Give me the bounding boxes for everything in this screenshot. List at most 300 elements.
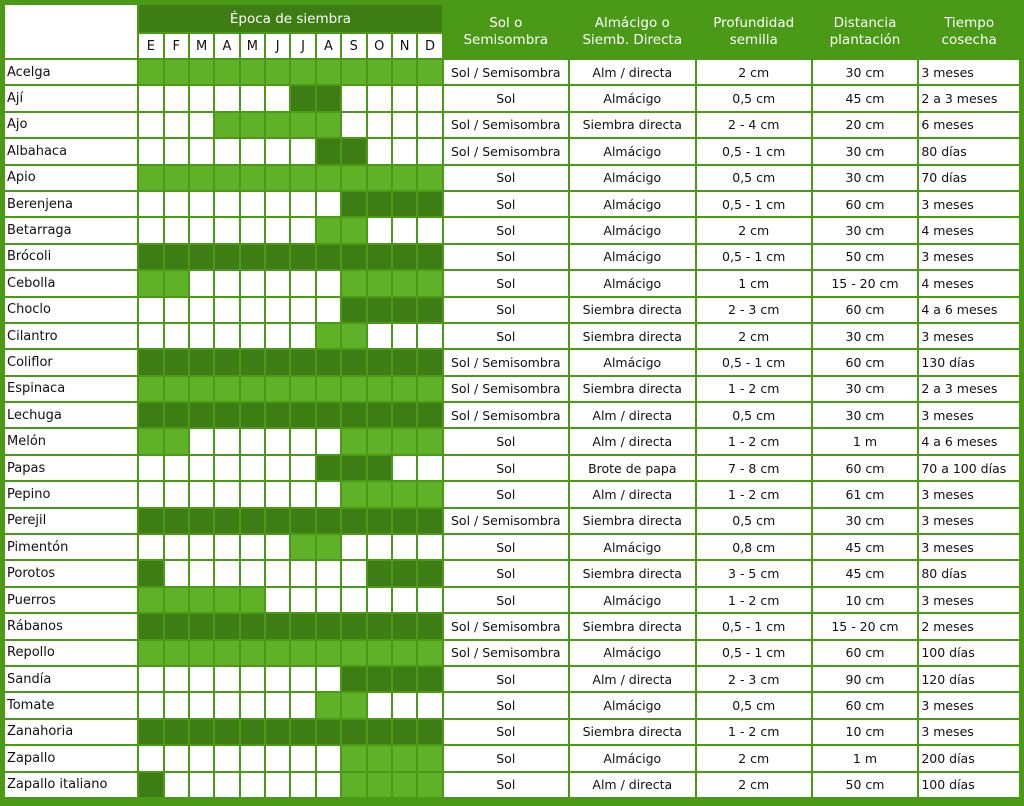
vegetable-name: Melón: [5, 429, 137, 453]
month-cell-empty: [291, 298, 314, 322]
month-cell-sowing: [342, 192, 365, 216]
month-cell-sowing: [190, 350, 213, 374]
month-cell-sowing: [190, 60, 213, 84]
month-cell-empty: [291, 693, 314, 717]
month-cell-sowing: [342, 641, 365, 665]
seed-depth-cell: 2 cm: [697, 773, 811, 797]
table-row: [5, 693, 1019, 717]
month-cell-empty: [190, 324, 213, 348]
month-cell-empty: [241, 667, 264, 691]
sun-exposure-cell: Sol: [444, 773, 568, 797]
month-cell-sowing: [393, 429, 416, 453]
month-cell-empty: [291, 746, 314, 770]
month-cell-empty: [215, 482, 238, 506]
plant-spacing-cell: 10 cm: [813, 720, 918, 744]
month-cell-empty: [241, 693, 264, 717]
month-header: J: [266, 34, 289, 58]
month-cell-sowing: [418, 298, 442, 322]
plant-spacing-cell: 60 cm: [813, 350, 918, 374]
seed-depth-cell: 2 cm: [697, 60, 811, 84]
month-cell-sowing: [368, 377, 391, 401]
siembra-header-line2: Siemb. Directa: [582, 31, 683, 48]
month-cell-sowing: [317, 324, 340, 348]
month-cell-sowing: [418, 746, 442, 770]
sun-exposure-cell: Sol: [444, 324, 568, 348]
month-cell-sowing: [241, 403, 264, 427]
month-cell-sowing: [418, 641, 442, 665]
table-row: [5, 773, 1019, 797]
month-cell-empty: [241, 429, 264, 453]
month-header: D: [418, 34, 442, 58]
month-cell-sowing: [342, 509, 365, 533]
month-cell-sowing: [368, 773, 391, 797]
month-cell-sowing: [190, 245, 213, 269]
sun-exposure-cell: Sol: [444, 298, 568, 322]
month-cell-sowing: [215, 377, 238, 401]
month-cell-empty: [317, 746, 340, 770]
month-cell-sowing: [342, 482, 365, 506]
month-cell-sowing: [368, 720, 391, 744]
seed-depth-cell: 0,5 cm: [697, 403, 811, 427]
month-cell-sowing: [418, 773, 442, 797]
month-cell-empty: [317, 588, 340, 612]
month-cell-empty: [291, 588, 314, 612]
month-cell-sowing: [342, 324, 365, 348]
month-cell-sowing: [139, 429, 162, 453]
month-cell-sowing: [317, 535, 340, 559]
harvest-time-cell: 70 a 100 días: [919, 456, 1019, 480]
month-cell-sowing: [241, 166, 264, 190]
month-cell-empty: [165, 324, 188, 348]
month-cell-sowing: [291, 60, 314, 84]
month-cell-sowing: [241, 60, 264, 84]
month-cell-empty: [342, 86, 365, 110]
harvest-time-cell: 130 días: [919, 350, 1019, 374]
month-cell-sowing: [393, 482, 416, 506]
month-cell-sowing: [317, 86, 340, 110]
month-cell-sowing: [241, 614, 264, 638]
month-cell-empty: [241, 218, 264, 242]
plant-spacing-cell: 1 m: [813, 429, 918, 453]
sun-exposure-cell: Sol / Semisombra: [444, 60, 568, 84]
sowing-method-cell: Almácigo: [570, 535, 695, 559]
month-cell-empty: [190, 429, 213, 453]
month-cell-empty: [241, 192, 264, 216]
seed-depth-cell: 2 - 4 cm: [697, 113, 811, 137]
month-cell-sowing: [291, 350, 314, 374]
month-cell-sowing: [266, 350, 289, 374]
month-cell-sowing: [291, 509, 314, 533]
harvest-time-cell: 3 meses: [919, 693, 1019, 717]
month-cell-empty: [266, 746, 289, 770]
month-cell-empty: [368, 324, 391, 348]
vegetable-name: Perejil: [5, 509, 137, 533]
month-cell-empty: [317, 482, 340, 506]
month-cell-empty: [165, 535, 188, 559]
month-cell-empty: [165, 113, 188, 137]
epoca-siembra-header: Época de siembra: [139, 5, 442, 32]
month-cell-sowing: [165, 60, 188, 84]
month-cell-sowing: [342, 377, 365, 401]
month-cell-sowing: [241, 720, 264, 744]
sowing-method-cell: Siembra directa: [570, 298, 695, 322]
harvest-time-cell: 2 meses: [919, 614, 1019, 638]
sowing-method-cell: Alm / directa: [570, 773, 695, 797]
month-cell-sowing: [342, 271, 365, 295]
vegetable-name: Cilantro: [5, 324, 137, 348]
month-cell-sowing: [215, 641, 238, 665]
month-cell-empty: [190, 456, 213, 480]
month-cell-empty: [291, 139, 314, 163]
table-row: [5, 509, 1019, 533]
sun-exposure-cell: Sol: [444, 218, 568, 242]
month-cell-sowing: [393, 773, 416, 797]
sun-exposure-cell: Sol / Semisombra: [444, 403, 568, 427]
month-cell-sowing: [418, 350, 442, 374]
month-cell-sowing: [342, 350, 365, 374]
sol-header-line2: Semisombra: [463, 31, 549, 48]
month-cell-empty: [215, 298, 238, 322]
month-cell-empty: [241, 86, 264, 110]
month-cell-sowing: [215, 166, 238, 190]
month-cell-sowing: [418, 667, 442, 691]
month-cell-sowing: [291, 641, 314, 665]
tiempo-header-line2: cosecha: [941, 31, 997, 48]
month-cell-sowing: [317, 614, 340, 638]
seed-depth-cell: 1 - 2 cm: [697, 429, 811, 453]
month-cell-sowing: [317, 60, 340, 84]
month-cell-sowing: [165, 166, 188, 190]
month-cell-empty: [393, 693, 416, 717]
month-cell-empty: [368, 113, 391, 137]
vegetable-name: Albahaca: [5, 139, 137, 163]
sun-exposure-cell: Sol / Semisombra: [444, 614, 568, 638]
sun-exposure-cell: Sol: [444, 482, 568, 506]
month-cell-sowing: [291, 377, 314, 401]
profundidad-header: [697, 5, 811, 58]
seed-depth-cell: 1 - 2 cm: [697, 482, 811, 506]
month-cell-empty: [139, 535, 162, 559]
month-header: A: [317, 34, 340, 58]
month-cell-sowing: [368, 456, 391, 480]
month-cell-empty: [291, 429, 314, 453]
month-cell-empty: [139, 192, 162, 216]
vegetable-name: Acelga: [5, 60, 137, 84]
distancia-header: [813, 5, 918, 58]
plant-spacing-cell: 15 - 20 cm: [813, 271, 918, 295]
table-row: [5, 746, 1019, 770]
month-cell-empty: [241, 561, 264, 585]
month-cell-empty: [190, 482, 213, 506]
sun-exposure-cell: Sol: [444, 166, 568, 190]
seed-depth-cell: 0,5 cm: [697, 693, 811, 717]
sol-header: [444, 5, 568, 58]
month-cell-empty: [393, 324, 416, 348]
month-cell-sowing: [139, 614, 162, 638]
seed-depth-cell: 0,5 cm: [697, 86, 811, 110]
table-row: [5, 166, 1019, 190]
table-row: [5, 139, 1019, 163]
month-cell-sowing: [266, 641, 289, 665]
month-cell-sowing: [342, 773, 365, 797]
sowing-method-cell: Siembra directa: [570, 113, 695, 137]
month-cell-sowing: [190, 166, 213, 190]
month-cell-empty: [190, 192, 213, 216]
month-cell-empty: [215, 561, 238, 585]
vegetable-rows: [5, 60, 1019, 797]
plant-spacing-cell: 60 cm: [813, 192, 918, 216]
month-cell-sowing: [342, 166, 365, 190]
month-cell-empty: [165, 746, 188, 770]
vegetable-name: Repollo: [5, 641, 137, 665]
month-cell-empty: [241, 324, 264, 348]
plant-spacing-cell: 30 cm: [813, 218, 918, 242]
month-cell-sowing: [165, 614, 188, 638]
month-cell-empty: [215, 693, 238, 717]
month-cell-sowing: [317, 113, 340, 137]
month-cell-sowing: [418, 509, 442, 533]
plant-spacing-cell: 30 cm: [813, 166, 918, 190]
month-cell-sowing: [291, 403, 314, 427]
sowing-method-cell: Almácigo: [570, 746, 695, 770]
month-cell-sowing: [393, 350, 416, 374]
month-cell-empty: [317, 561, 340, 585]
month-cell-empty: [266, 482, 289, 506]
seed-depth-cell: 0,5 - 1 cm: [697, 245, 811, 269]
month-cell-sowing: [368, 403, 391, 427]
month-cell-sowing: [342, 693, 365, 717]
month-cell-sowing: [418, 482, 442, 506]
month-cell-sowing: [368, 245, 391, 269]
month-cell-empty: [393, 588, 416, 612]
month-cell-empty: [266, 693, 289, 717]
month-cell-sowing: [139, 720, 162, 744]
month-cell-sowing: [368, 60, 391, 84]
sun-exposure-cell: Sol / Semisombra: [444, 509, 568, 533]
month-cell-empty: [165, 86, 188, 110]
month-cell-empty: [368, 86, 391, 110]
sowing-method-cell: Almácigo: [570, 693, 695, 717]
plant-spacing-cell: 30 cm: [813, 60, 918, 84]
month-cell-empty: [190, 746, 213, 770]
month-cell-sowing: [139, 509, 162, 533]
month-cell-sowing: [139, 271, 162, 295]
month-cell-sowing: [368, 509, 391, 533]
sowing-method-cell: Siembra directa: [570, 377, 695, 401]
harvest-time-cell: 4 a 6 meses: [919, 298, 1019, 322]
month-cell-sowing: [317, 641, 340, 665]
profundidad-header-line1: Profundidad: [713, 14, 795, 31]
month-cell-sowing: [393, 509, 416, 533]
month-cell-empty: [418, 218, 442, 242]
harvest-time-cell: 3 meses: [919, 509, 1019, 533]
seed-depth-cell: 1 - 2 cm: [697, 588, 811, 612]
month-cell-sowing: [215, 60, 238, 84]
month-cell-empty: [266, 298, 289, 322]
harvest-time-cell: 6 meses: [919, 113, 1019, 137]
month-cell-sowing: [190, 641, 213, 665]
month-cell-empty: [368, 535, 391, 559]
month-cell-sowing: [317, 139, 340, 163]
harvest-time-cell: 3 meses: [919, 535, 1019, 559]
sowing-method-cell: Siembra directa: [570, 509, 695, 533]
month-cell-empty: [190, 298, 213, 322]
month-cell-empty: [266, 456, 289, 480]
month-cell-empty: [266, 324, 289, 348]
month-cell-empty: [418, 139, 442, 163]
month-cell-sowing: [393, 746, 416, 770]
month-cell-sowing: [241, 509, 264, 533]
sowing-method-cell: Alm / directa: [570, 403, 695, 427]
month-cell-sowing: [317, 509, 340, 533]
vegetable-name: Pimentón: [5, 535, 137, 559]
sowing-method-cell: Alm / directa: [570, 429, 695, 453]
month-cell-empty: [241, 298, 264, 322]
month-cell-sowing: [215, 403, 238, 427]
month-header: A: [215, 34, 238, 58]
month-cell-empty: [418, 324, 442, 348]
month-cell-empty: [368, 693, 391, 717]
harvest-time-cell: 4 meses: [919, 271, 1019, 295]
seed-depth-cell: 0,5 - 1 cm: [697, 350, 811, 374]
month-cell-sowing: [317, 403, 340, 427]
seed-depth-cell: 2 cm: [697, 746, 811, 770]
month-cell-sowing: [368, 192, 391, 216]
table-row: [5, 218, 1019, 242]
harvest-time-cell: 100 días: [919, 773, 1019, 797]
siembra-header-line1: Almácigo o: [594, 14, 670, 31]
month-cell-sowing: [317, 166, 340, 190]
plant-spacing-cell: 50 cm: [813, 773, 918, 797]
month-cell-empty: [241, 456, 264, 480]
seed-depth-cell: 0,5 - 1 cm: [697, 139, 811, 163]
vegetable-name: Apio: [5, 166, 137, 190]
table-row: [5, 324, 1019, 348]
table-row: [5, 535, 1019, 559]
seed-depth-cell: 0,5 - 1 cm: [697, 641, 811, 665]
month-cell-sowing: [317, 720, 340, 744]
month-cell-empty: [165, 139, 188, 163]
seed-depth-cell: 2 cm: [697, 218, 811, 242]
month-cell-empty: [139, 218, 162, 242]
month-cell-empty: [317, 271, 340, 295]
month-cell-empty: [165, 561, 188, 585]
month-cell-empty: [342, 588, 365, 612]
table-row: [5, 482, 1019, 506]
month-header: M: [190, 34, 213, 58]
month-cell-sowing: [241, 113, 264, 137]
month-cell-sowing: [139, 245, 162, 269]
month-header: N: [393, 34, 416, 58]
table-row: [5, 561, 1019, 585]
month-cell-sowing: [266, 720, 289, 744]
month-cell-sowing: [368, 429, 391, 453]
sun-exposure-cell: Sol: [444, 720, 568, 744]
month-cell-sowing: [393, 377, 416, 401]
month-cell-empty: [139, 746, 162, 770]
month-header: S: [342, 34, 365, 58]
month-cell-empty: [418, 113, 442, 137]
sun-exposure-cell: Sol: [444, 245, 568, 269]
harvest-time-cell: 70 días: [919, 166, 1019, 190]
month-cell-sowing: [291, 113, 314, 137]
month-cell-empty: [291, 773, 314, 797]
month-cell-sowing: [215, 245, 238, 269]
month-cell-sowing: [368, 166, 391, 190]
month-cell-sowing: [291, 245, 314, 269]
month-cell-empty: [317, 773, 340, 797]
month-cell-empty: [165, 773, 188, 797]
sowing-method-cell: Siembra directa: [570, 324, 695, 348]
vegetable-name: Zanahoria: [5, 720, 137, 744]
month-cell-empty: [393, 535, 416, 559]
month-cell-empty: [241, 482, 264, 506]
month-cell-empty: [215, 456, 238, 480]
month-cell-sowing: [165, 509, 188, 533]
harvest-time-cell: 3 meses: [919, 192, 1019, 216]
month-cell-empty: [266, 773, 289, 797]
month-cell-sowing: [139, 166, 162, 190]
sowing-method-cell: Almácigo: [570, 166, 695, 190]
vegetable-name: Porotos: [5, 561, 137, 585]
sun-exposure-cell: Sol: [444, 561, 568, 585]
month-cell-empty: [393, 139, 416, 163]
month-cell-empty: [190, 271, 213, 295]
plant-spacing-cell: 60 cm: [813, 693, 918, 717]
month-cell-empty: [241, 271, 264, 295]
harvest-time-cell: 2 a 3 meses: [919, 86, 1019, 110]
month-cell-empty: [139, 86, 162, 110]
harvest-time-cell: 3 meses: [919, 588, 1019, 612]
plant-spacing-cell: 15 - 20 cm: [813, 614, 918, 638]
month-cell-sowing: [368, 667, 391, 691]
month-cell-empty: [241, 773, 264, 797]
month-cell-empty: [266, 192, 289, 216]
seed-depth-cell: 2 - 3 cm: [697, 667, 811, 691]
month-cell-sowing: [241, 350, 264, 374]
month-cell-sowing: [190, 403, 213, 427]
month-cell-empty: [393, 113, 416, 137]
distancia-header-line1: Distancia: [833, 14, 897, 31]
month-cell-empty: [215, 535, 238, 559]
month-cell-sowing: [418, 245, 442, 269]
month-cell-empty: [291, 561, 314, 585]
month-cell-sowing: [342, 298, 365, 322]
month-cell-empty: [190, 218, 213, 242]
sowing-calendar-table: [3, 3, 1021, 799]
month-cell-sowing: [393, 403, 416, 427]
month-cell-empty: [139, 298, 162, 322]
sun-exposure-cell: Sol: [444, 429, 568, 453]
vegetable-name: Espinaca: [5, 377, 137, 401]
sowing-method-cell: Almácigo: [570, 350, 695, 374]
plant-spacing-cell: 1 m: [813, 746, 918, 770]
month-cell-sowing: [266, 166, 289, 190]
month-cell-empty: [165, 667, 188, 691]
plant-spacing-cell: 60 cm: [813, 641, 918, 665]
harvest-time-cell: 200 días: [919, 746, 1019, 770]
sun-exposure-cell: Sol / Semisombra: [444, 113, 568, 137]
sowing-method-cell: Siembra directa: [570, 561, 695, 585]
month-cell-sowing: [418, 720, 442, 744]
month-cell-sowing: [418, 166, 442, 190]
month-cell-sowing: [291, 535, 314, 559]
plant-spacing-cell: 30 cm: [813, 509, 918, 533]
month-cell-empty: [266, 429, 289, 453]
month-cell-empty: [190, 561, 213, 585]
month-cell-sowing: [342, 429, 365, 453]
month-cell-empty: [190, 535, 213, 559]
